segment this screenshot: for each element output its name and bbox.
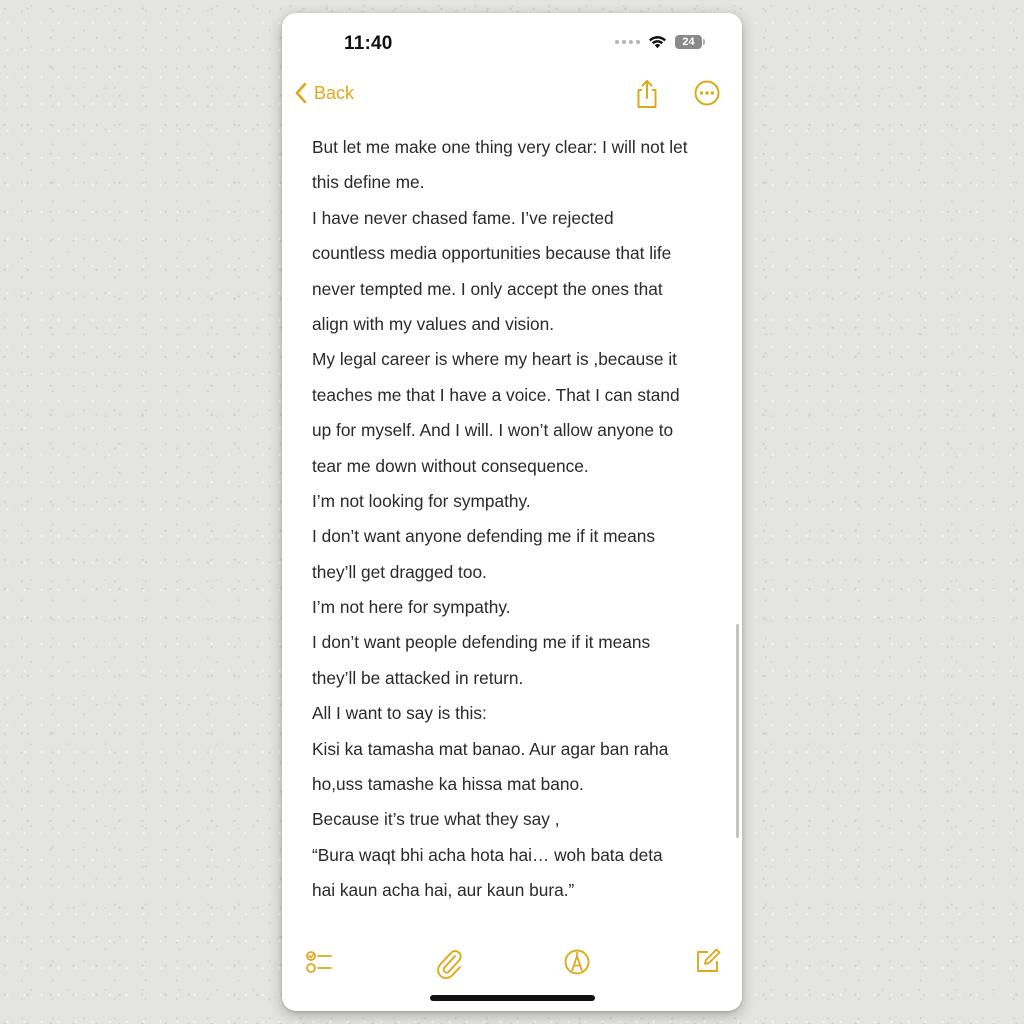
note-line: up for myself. And I will. I won’t allow anyone to	[312, 420, 674, 441]
note-line: But let me make one thing very clear: I will not let	[312, 137, 688, 157]
paperclip-icon	[434, 947, 464, 979]
pen-circle-icon	[562, 947, 592, 977]
note-line: I don’t want people defending me if it means	[312, 632, 651, 653]
note-line: teaches me that I have a voice. That I can stand	[312, 384, 680, 405]
note-line: Kisi ka tamasha mat banao. Aur agar ban raha	[312, 738, 669, 759]
note-line: this define me.	[312, 172, 425, 193]
wifi-icon	[648, 35, 667, 49]
cellular-signal-icon	[615, 40, 640, 44]
home-indicator[interactable]	[430, 995, 595, 1001]
note-line: My legal career is where my heart is ,because it	[312, 349, 677, 370]
note-line: countless media opportunities because that life	[312, 243, 672, 264]
back-label: Back	[314, 82, 355, 103]
note-line: hai kaun acha hai, aur kaun bura.”	[312, 880, 575, 901]
chevron-left-icon	[294, 81, 308, 105]
note-line: ho,uss tamashe ka hissa mat bano.	[312, 774, 584, 795]
ellipsis-circle-icon	[693, 79, 721, 107]
back-button[interactable]	[294, 81, 354, 105]
status-time: 11:40	[344, 33, 393, 54]
checklist-button[interactable]	[304, 947, 334, 982]
battery-icon: 24	[675, 35, 702, 49]
note-line: “Bura waqt bhi acha hota hai… woh bata deta	[312, 844, 663, 865]
status-indicators	[615, 35, 702, 49]
attachment-button[interactable]	[434, 947, 464, 984]
note-body[interactable]	[312, 130, 722, 909]
checklist-icon	[304, 947, 334, 977]
compose-button[interactable]	[694, 947, 722, 980]
share-icon	[634, 79, 660, 109]
note-line: I’m not looking for sympathy.	[312, 490, 531, 511]
note-line: Because it’s true what they say ,	[312, 809, 560, 830]
note-line: they’ll get dragged too.	[312, 561, 487, 582]
more-options-button[interactable]	[693, 79, 721, 112]
note-line: I’m not here for sympathy.	[312, 597, 511, 618]
note-line: never tempted me. I only accept the ones that	[312, 278, 663, 299]
compose-icon	[694, 947, 722, 975]
note-line: All I want to say is this:	[312, 703, 487, 724]
note-line: I don’t want anyone defending me if it means	[312, 526, 655, 547]
note-line: align with my values and vision.	[312, 313, 555, 334]
scrollbar[interactable]	[736, 624, 739, 838]
note-line: they’ll be attacked in return.	[312, 667, 524, 688]
phone-screen	[282, 13, 742, 1011]
note-line: tear me down without consequence.	[312, 455, 589, 476]
share-button[interactable]	[634, 79, 660, 114]
markup-button[interactable]	[562, 947, 592, 982]
note-line: I have never chased fame. I’ve rejected	[312, 207, 614, 228]
